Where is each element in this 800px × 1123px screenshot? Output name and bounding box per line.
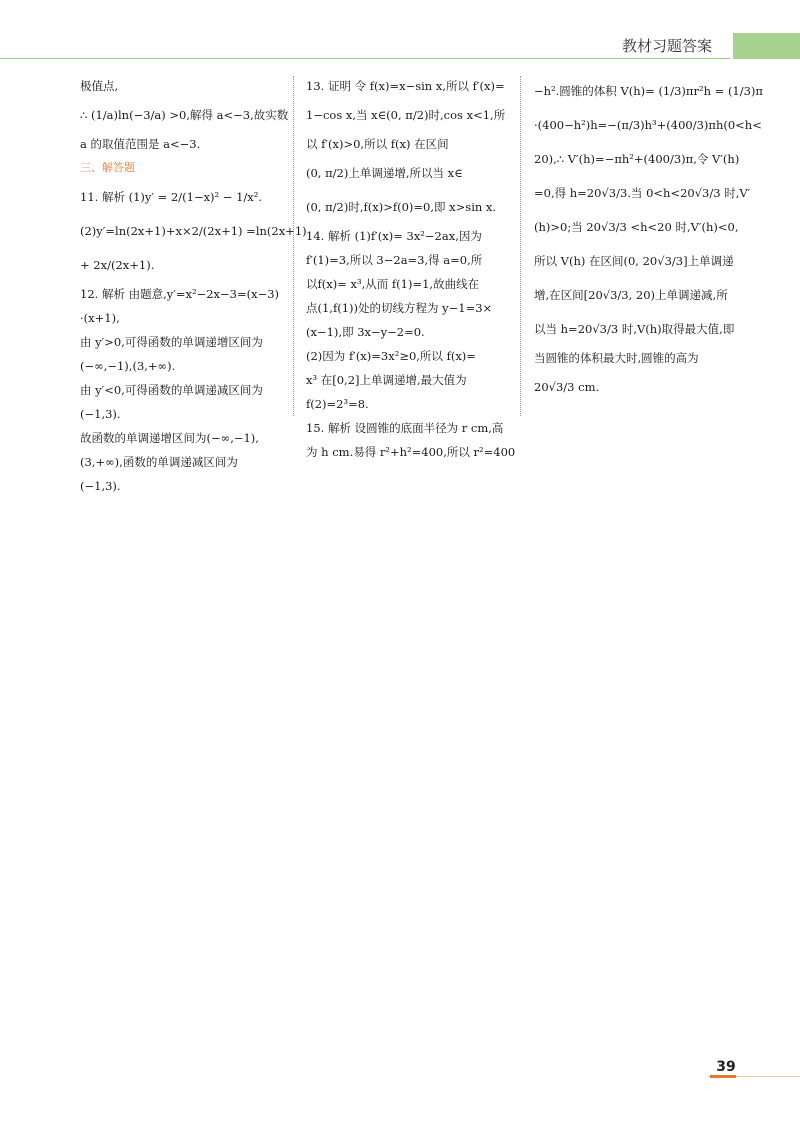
- text-line: 20√3/3 cm.: [534, 380, 600, 394]
- text-line: a 的取值范围是 a<−3.: [80, 137, 201, 151]
- text-line: 增,在区间[20√3/3, 20)上单调递减,所: [534, 288, 728, 302]
- text-line: (2)因为 f′(x)=3x²≥0,所以 f(x)=: [306, 349, 476, 363]
- answer-column-left: [80, 74, 307, 498]
- text-line: 极值点,: [80, 79, 119, 93]
- text-line: 12. 解析 由题意,y′=x²−2x−3=(x−3): [80, 287, 280, 301]
- text-line: =0,得 h=20√3/3.当 0<h<20√3/3 时,V′: [534, 186, 751, 200]
- text-line: 当圆锥的体积最大时,圆锥的高为: [534, 351, 699, 365]
- text-line: 1−cos x,当 x∈(0, π/2)时,cos x<1,所: [306, 108, 506, 122]
- text-line: x³ 在[0,2]上单调递增,最大值为: [306, 373, 467, 387]
- column-divider: [293, 76, 294, 416]
- page-number-underline: [710, 1075, 736, 1078]
- text-line: (3,+∞),函数的单调递减区间为: [80, 455, 238, 469]
- text-line: −h².圆锥的体积 V(h)= (1/3)πr²h = (1/3)π: [534, 84, 763, 98]
- answer-column-right: [534, 74, 763, 404]
- text-line: 由 y′<0,可得函数的单调递减区间为: [80, 383, 263, 397]
- text-line: 点(1,f(1))处的切线方程为 y−1=3×: [306, 301, 493, 315]
- text-line: ·(x+1),: [80, 311, 120, 325]
- text-line: 15. 解析 设圆锥的底面半径为 r cm,高: [306, 421, 504, 435]
- page-number: 39: [716, 1059, 736, 1075]
- text-line: 所以 V(h) 在区间(0, 20√3/3]上单调递: [534, 254, 734, 268]
- text-line: (−∞,−1),(3,+∞).: [80, 359, 176, 373]
- text-line: (0, π/2)时,f(x)>f(0)=0,即 x>sin x.: [306, 200, 497, 214]
- header-accent-block: [733, 33, 800, 59]
- section-heading: 三、解答题: [80, 161, 135, 174]
- text-line: ∴ (1/a)ln(−3/a) >0,解得 a<−3,故实数: [80, 108, 289, 122]
- text-line: 由 y′>0,可得函数的单调递增区间为: [80, 335, 263, 349]
- text-line: ·(400−h²)h=−(π/3)h³+(400/3)πh(0<h<: [534, 118, 762, 132]
- answer-column-middle: [306, 74, 516, 464]
- text-line: 以 f′(x)>0,所以 f(x) 在区间: [306, 137, 449, 151]
- text-line: 以当 h=20√3/3 时,V(h)取得最大值,即: [534, 322, 735, 336]
- header-rule: [0, 58, 730, 59]
- page-header-title: 教材习题答案: [622, 37, 713, 55]
- text-line: 11. 解析 (1)y′ = 2/(1−x)² − 1/x².: [80, 190, 263, 204]
- text-line: (h)>0;当 20√3/3 <h<20 时,V′(h)<0,: [534, 220, 739, 234]
- text-line: 故函数的单调递增区间为(−∞,−1),: [80, 431, 259, 445]
- text-line: 13. 证明 令 f(x)=x−sin x,所以 f′(x)=: [306, 79, 505, 93]
- text-line: 以f(x)= x³,从而 f(1)=1,故曲线在: [306, 277, 480, 291]
- text-line: 14. 解析 (1)f′(x)= 3x²−2ax,因为: [306, 229, 482, 243]
- text-line: (−1,3).: [80, 479, 121, 493]
- text-line: + 2x/(2x+1).: [80, 258, 155, 272]
- column-divider: [520, 76, 521, 416]
- text-line: (0, π/2)上单调递增,所以当 x∈: [306, 166, 463, 180]
- text-line: f′(1)=3,所以 3−2a=3,得 a=0,所: [306, 253, 483, 267]
- text-line: 20),∴ V′(h)=−πh²+(400/3)π,令 V′(h): [534, 152, 740, 166]
- text-line: f(2)=2³=8.: [306, 397, 369, 411]
- text-line: (x−1),即 3x−y−2=0.: [306, 325, 425, 339]
- text-line: (2)y′=ln(2x+1)+x×2/(2x+1) =ln(2x+1): [80, 224, 307, 238]
- text-line: 为 h cm.易得 r²+h²=400,所以 r²=400: [306, 445, 516, 459]
- text-line: (−1,3).: [80, 407, 121, 421]
